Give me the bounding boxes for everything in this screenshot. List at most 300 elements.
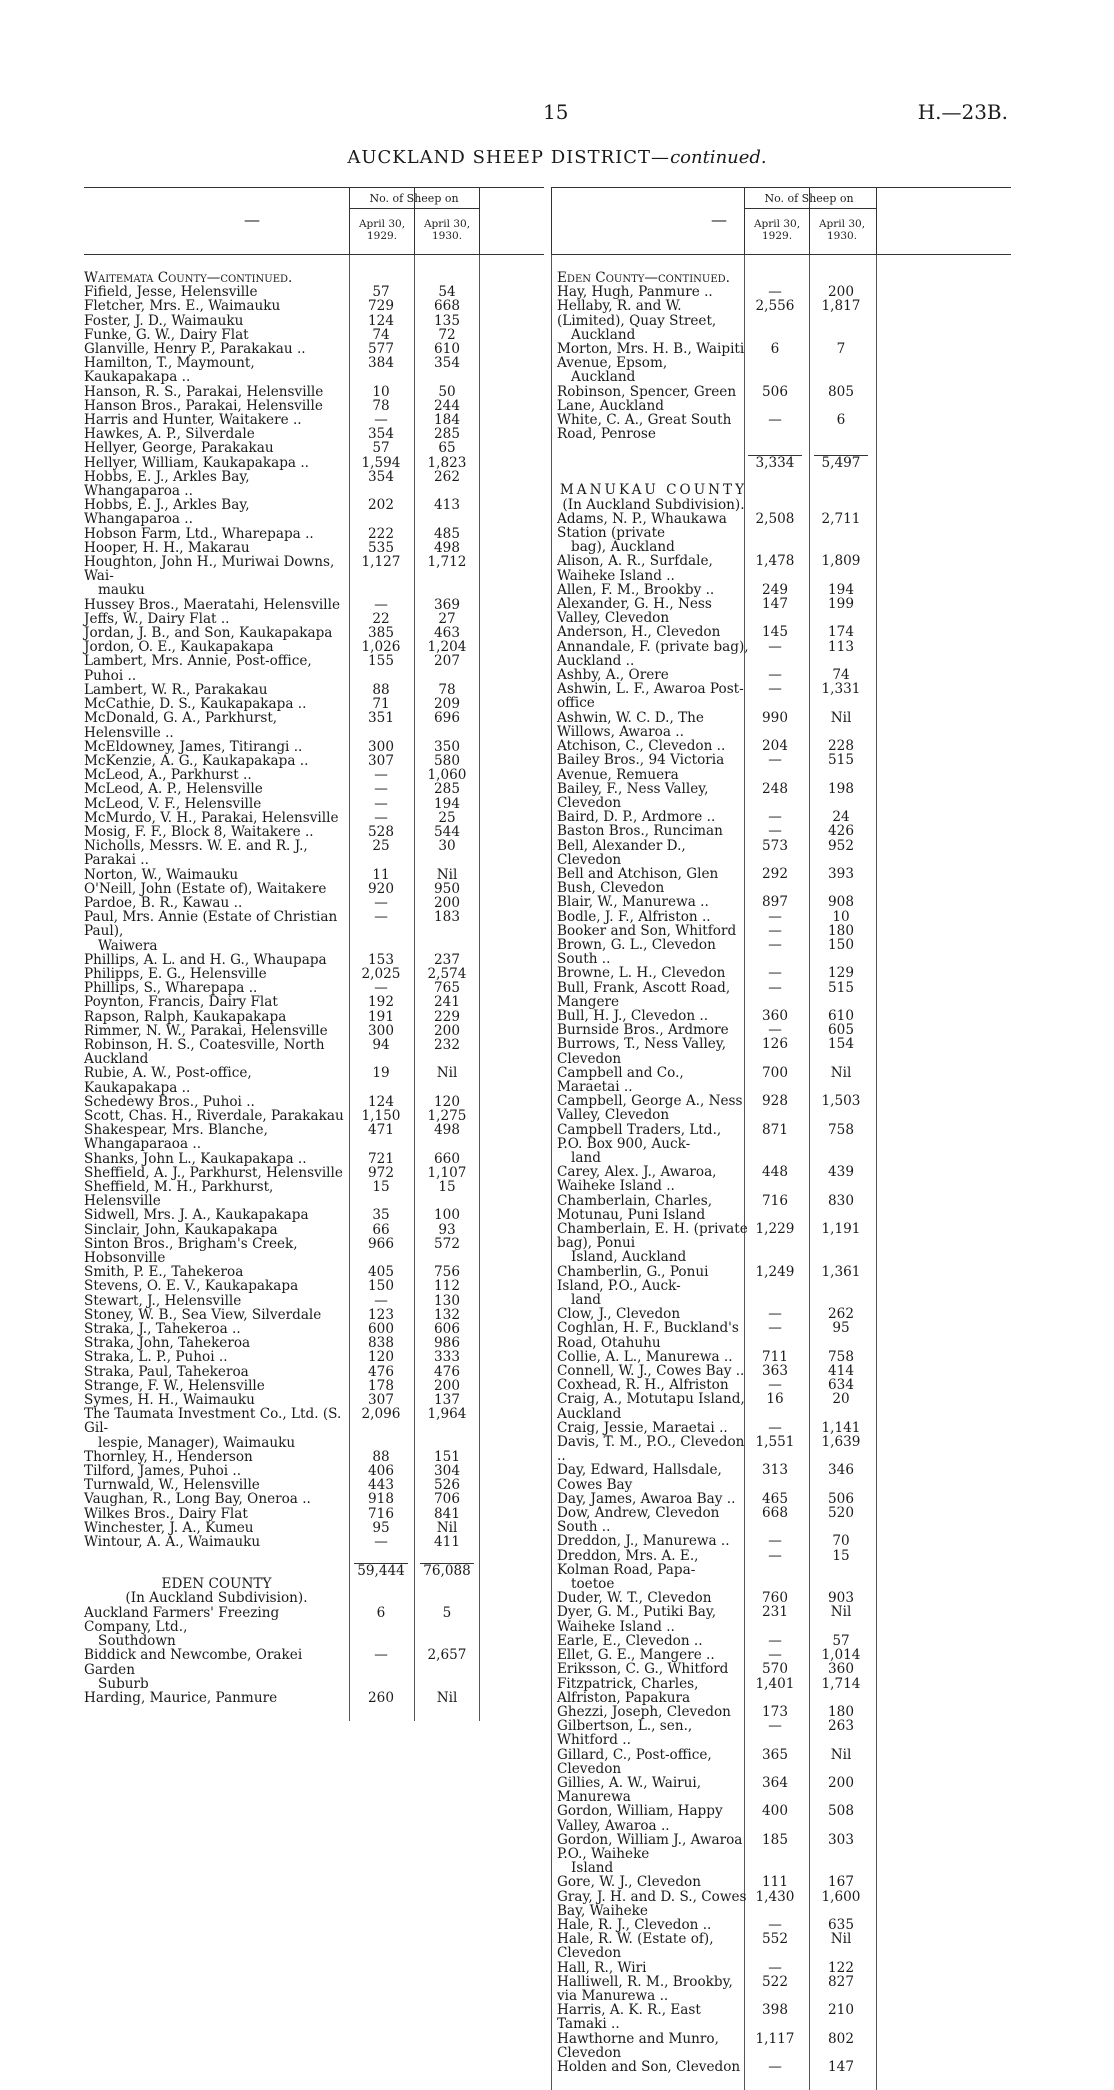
sheep-1930: 526 <box>434 1477 460 1494</box>
sheep-1930: 1,331 <box>821 681 861 698</box>
sheep-1930: 756 <box>434 1264 460 1281</box>
table-row <box>551 1677 1011 1705</box>
sheep-1929: 928 <box>762 1093 788 1110</box>
owner-name: Holden and Son, Clevedon <box>557 2058 741 2075</box>
owner-name: Collie, A. L., Manurewa .. <box>557 1348 733 1365</box>
table-row <box>84 825 544 839</box>
sheep-1930: 184 <box>434 412 460 429</box>
sheep-1929: — <box>374 795 388 812</box>
column-1929: April 30, 1929. <box>753 218 801 242</box>
sheep-1929: 1,430 <box>755 1888 795 1905</box>
owner-name: Browne, L. H., Clevedon <box>557 965 726 982</box>
sheep-1929: 990 <box>762 709 788 726</box>
sheep-1930: 827 <box>828 1973 854 1990</box>
sheep-1929: — <box>768 667 782 684</box>
sheep-1929: 918 <box>368 1491 394 1508</box>
sheep-1930: 24 <box>832 809 850 826</box>
owner-name: Gillard, C., Post-office, Clevedon <box>557 1746 712 1777</box>
table-row <box>551 1435 1011 1463</box>
sheep-1929: 838 <box>368 1335 394 1352</box>
owner-name: Baird, D. P., Ardmore .. <box>557 809 716 826</box>
table-row <box>84 1237 544 1265</box>
table-row <box>551 1037 1011 1065</box>
owner-name: Clow, J., Clevedon <box>557 1306 681 1323</box>
sheep-1929: 363 <box>762 1363 788 1380</box>
spacer <box>84 1549 544 1563</box>
sheep-1929: 94 <box>372 1036 390 1053</box>
sheep-1930: 1,141 <box>821 1419 861 1436</box>
table-row <box>551 1932 1011 1960</box>
table-row <box>84 697 544 711</box>
table-row <box>551 1421 1011 1435</box>
table-row <box>551 1748 1011 1776</box>
sheep-1930: 1,600 <box>821 1888 861 1905</box>
owner-name: McDonald, G. A., Parkhurst, Helensville .. <box>84 710 278 741</box>
table-row <box>551 285 1011 299</box>
sheep-1929: 204 <box>762 738 788 755</box>
table-row <box>84 1294 544 1308</box>
sheep-1929: — <box>768 1022 782 1039</box>
table-row <box>551 1392 1011 1420</box>
table-row <box>84 1066 544 1094</box>
sheep-1930: 908 <box>828 894 854 911</box>
owner-name: Halliwell, R. M., Brookby, via Manurewa .. <box>557 1973 733 2004</box>
sheep-1929: — <box>374 767 388 784</box>
owner-name: Lambert, W. R., Parakakau <box>84 681 268 698</box>
sheep-1930: 194 <box>828 581 854 598</box>
sheep-1929: 11 <box>372 866 390 883</box>
column-1929: April 30, 1929. <box>358 218 406 242</box>
table-row <box>551 753 1011 781</box>
table-row-continuation <box>551 1577 1011 1591</box>
owner-name: Auckland Farmers' Freezing Company, Ltd., <box>84 1604 280 1635</box>
sheep-1930: 113 <box>828 638 854 655</box>
sheep-1929: 307 <box>368 752 394 769</box>
sheep-1929: 147 <box>762 596 788 613</box>
sheep-1929: 354 <box>368 426 394 443</box>
table-row <box>551 924 1011 938</box>
table-row <box>551 2060 1011 2074</box>
sheep-1930: 15 <box>438 1179 456 1195</box>
spacer <box>551 469 1011 483</box>
sheep-1929: 88 <box>372 681 390 698</box>
sheep-1929: — <box>768 1533 782 1550</box>
owner-name: McKenzie, A. G., Kaukapakapa .. <box>84 752 309 769</box>
sheep-1929: — <box>374 1534 388 1551</box>
name-column-dash: — <box>244 210 260 229</box>
owner-name: Gray, J. H. and D. S., Cowes Bay, Waiheke <box>557 1888 747 1919</box>
table-row-continuation <box>551 1861 1011 1875</box>
sheep-1930: 1,503 <box>821 1093 861 1110</box>
owner-name: Philipps, E. G., Helensville <box>84 965 267 982</box>
sheep-1930: 7 <box>836 341 846 358</box>
owner-name: Gore, W. J., Clevedon <box>557 1874 701 1891</box>
sheep-1930: 27 <box>438 610 456 627</box>
section-heading <box>84 271 544 285</box>
table-row <box>84 896 544 910</box>
owner-name: land <box>571 1292 601 1309</box>
table-row <box>551 1662 1011 1676</box>
table-row-continuation <box>551 1151 1011 1165</box>
owner-name: Rubie, A. W., Post-office, Kaukapakapa .. <box>84 1065 252 1096</box>
table-row <box>551 1492 1011 1506</box>
sheep-1930: 183 <box>434 909 460 926</box>
owner-name: land <box>571 1149 601 1166</box>
sheep-1930: 100 <box>434 1207 460 1224</box>
owner-name: Ghezzi, Joseph, Clevedon <box>557 1703 731 1720</box>
owner-name: White, C. A., Great South Road, Penrose <box>557 412 732 443</box>
table-row <box>84 612 544 626</box>
owner-name: Campbell Traders, Ltd., P.O. Box 900, Auck- <box>557 1121 722 1152</box>
sheep-1929: 307 <box>368 1392 394 1409</box>
owner-name: Craig, Jessie, Maraetai .. <box>557 1419 728 1436</box>
table-row <box>551 342 1011 370</box>
sheep-1929: 231 <box>762 1604 788 1621</box>
owner-name: Sidwell, Mrs. J. A., Kaukapakapa <box>84 1207 309 1224</box>
sheep-1930: 241 <box>434 994 460 1011</box>
owner-name: McLeod, A., Parkhurst .. <box>84 767 252 784</box>
sheep-1929: 153 <box>368 951 394 968</box>
sheep-1930: 174 <box>828 624 854 641</box>
owner-name: Glanville, Henry P., Parakakau .. <box>84 341 306 358</box>
owner-name: Dreddon, Mrs. A. E., Kolman Road, Papa- <box>557 1547 699 1578</box>
owner-name: Schedewy Bros., Puhoi .. <box>84 1093 255 1110</box>
owner-name: Southdown <box>98 1633 176 1650</box>
table-row <box>84 598 544 612</box>
sheep-1929: 178 <box>368 1377 394 1394</box>
sheep-1930: 6 <box>836 412 846 429</box>
sheep-count-group-label: No. of Sheep on <box>764 192 854 205</box>
owner-name: Eriksson, C. G., Whitford <box>557 1661 729 1678</box>
owner-name: Hobbs, E. J., Arkles Bay, Whangaparoa .. <box>84 497 250 528</box>
table-row <box>551 1961 1011 1975</box>
owner-name: Chamberlin, G., Ponui Island, P.O., Auck- <box>557 1263 709 1294</box>
section-heading <box>551 271 1011 285</box>
sheep-1929: 185 <box>762 1831 788 1848</box>
table-row <box>551 1321 1011 1349</box>
owner-name: Ellet, G. E., Mangere .. <box>557 1647 715 1664</box>
owner-name: Robinson, Spencer, Green Lane, Auckland <box>557 383 737 414</box>
sheep-1929: 155 <box>368 653 394 670</box>
sheep-1929: 88 <box>372 1448 390 1465</box>
owner-name: Gilbertson, L., sen., Whitford .. <box>557 1718 693 1749</box>
table-row-continuation <box>84 939 544 953</box>
owner-name: Turnwald, W., Helensville <box>84 1477 260 1494</box>
table-row <box>84 882 544 896</box>
left-table-body <box>84 271 544 1705</box>
table-row-continuation <box>551 540 1011 554</box>
sheep-1930: 520 <box>828 1505 854 1522</box>
sheep-1929: 897 <box>762 894 788 911</box>
owner-name: Jeffs, W., Dairy Flat .. <box>84 610 230 627</box>
sheep-1929: 78 <box>372 397 390 414</box>
table-row <box>84 711 544 739</box>
sheep-1929: 351 <box>368 710 394 727</box>
sheep-1929: 25 <box>372 838 390 855</box>
sheep-1929: 120 <box>368 1349 394 1366</box>
owner-name: Day, James, Awaroa Bay .. <box>557 1490 736 1507</box>
sheep-1930: 263 <box>828 1718 854 1735</box>
owner-name: Hale, R. J., Clevedon .. <box>557 1916 712 1933</box>
owner-name: Atchison, C., Clevedon .. <box>557 738 726 755</box>
sheep-1930: 194 <box>434 795 460 812</box>
sheep-1929: 95 <box>372 1519 390 1536</box>
sheep-1929: — <box>374 894 388 911</box>
table-row <box>84 498 544 526</box>
table-row <box>84 839 544 867</box>
owner-name: Stewart, J., Helensville <box>84 1292 242 1309</box>
owner-name: Symes, H. H., Waimauku <box>84 1392 255 1409</box>
owner-name: Gordon, William J., Awaroa P.O., Waiheke <box>557 1831 743 1862</box>
sheep-1929: — <box>768 1419 782 1436</box>
sheep-1929: 920 <box>368 880 394 897</box>
table-row <box>551 1506 1011 1534</box>
sheep-1930: Nil <box>830 709 852 726</box>
sheep-1930: 167 <box>828 1874 854 1891</box>
sheep-1929: 528 <box>368 823 394 840</box>
sheep-1929: 111 <box>762 1874 788 1891</box>
sheep-1930: 506 <box>828 1490 854 1507</box>
owner-name: Fitzpatrick, Charles, Alfriston, Papakura <box>557 1675 699 1706</box>
sheep-1930: 209 <box>434 696 460 713</box>
column-1930: April 30, 1930. <box>423 218 471 242</box>
sheep-1930: 439 <box>828 1164 854 1181</box>
owner-name: Thornley, H., Henderson <box>84 1448 253 1465</box>
owner-name: Tilford, James, Puhoi .. <box>84 1463 242 1480</box>
table-row <box>551 711 1011 739</box>
table-row <box>84 1365 544 1379</box>
sheep-1930: 805 <box>828 383 854 400</box>
sheep-1929: 192 <box>368 994 394 1011</box>
owner-name: Ashwin, L. F., Awaroa Post-office <box>557 681 744 712</box>
sheep-1930: 635 <box>828 1916 854 1933</box>
table-row <box>84 654 544 682</box>
owner-name: Adams, N. P., Whaukawa Station (private <box>557 510 727 542</box>
sheep-1930: 122 <box>828 1959 854 1976</box>
sheep-1930: 147 <box>828 2058 854 2075</box>
table-row <box>551 668 1011 682</box>
sheep-1930: 369 <box>434 596 460 613</box>
table-row <box>551 1023 1011 1037</box>
owner-name: Fifield, Jesse, Helensville <box>84 284 258 301</box>
sheep-1929: 74 <box>372 326 390 343</box>
sheep-1930: 154 <box>828 1036 854 1053</box>
sheep-1929: 716 <box>368 1505 394 1522</box>
sheep-1930: 228 <box>828 738 854 755</box>
owner-name: Craig, A., Motutapu Island, Auckland <box>557 1391 745 1422</box>
sheep-1929: 222 <box>368 525 394 542</box>
sheep-1930: 5,497 <box>814 455 868 470</box>
sheep-1930: 346 <box>828 1462 854 1479</box>
sheep-1930: Nil <box>830 1064 852 1081</box>
sheep-1929: 966 <box>368 1235 394 1252</box>
sheep-1930: 20 <box>832 1391 850 1408</box>
sheep-1929: 729 <box>368 298 394 315</box>
table-row <box>551 1648 1011 1662</box>
sheep-1930: 200 <box>434 1377 460 1394</box>
table-row <box>84 427 544 441</box>
owner-name: Bailey, F., Ness Valley, Clevedon <box>557 780 709 811</box>
sheep-1930: 78 <box>438 681 456 698</box>
sheep-1929: 6 <box>770 341 780 358</box>
sheep-1929: 124 <box>368 1093 394 1110</box>
owner-name: Gillies, A. W., Wairui, Manurewa <box>557 1774 702 1806</box>
spacer <box>551 441 1011 455</box>
table-row <box>84 1109 544 1123</box>
owner-name: Dow, Andrew, Clevedon South .. <box>557 1505 720 1536</box>
table-row <box>551 981 1011 1009</box>
sheep-1929: 385 <box>368 625 394 642</box>
table-row <box>84 470 544 498</box>
owner-name: Paul, Mrs. Annie (Estate of Christian Paul), <box>84 909 338 940</box>
owner-name: Hanson Bros., Parakai, Helensville <box>84 397 323 414</box>
sheep-1929: 22 <box>372 610 390 627</box>
sheep-1930: 129 <box>828 965 854 982</box>
name-column-dash: — <box>711 210 727 229</box>
sheep-1930: Nil <box>436 1519 458 1536</box>
table-row <box>551 1890 1011 1918</box>
sheep-1930: 65 <box>438 440 456 457</box>
owner-name: Bodle, J. F., Alfriston .. <box>557 908 711 925</box>
sheep-1930: 244 <box>434 397 460 414</box>
table-row <box>84 1024 544 1038</box>
table-row <box>84 1393 544 1407</box>
sheep-1929: — <box>768 1377 782 1394</box>
sheep-1930: 1,060 <box>427 767 467 784</box>
table-row <box>84 797 544 811</box>
sheep-1930: 610 <box>434 341 460 358</box>
title-suffix: continued. <box>670 147 767 168</box>
table-row <box>84 1606 544 1634</box>
owner-name: Shakespear, Mrs. Blanche, Whangaparaoa .. <box>84 1122 268 1153</box>
sheep-1929: 57 <box>372 284 390 301</box>
table-row <box>551 1222 1011 1250</box>
sheep-1929: 2,025 <box>361 965 401 982</box>
table-row <box>551 1307 1011 1321</box>
table-row-continuation <box>551 1293 1011 1307</box>
sheep-1930: 1,275 <box>427 1107 467 1124</box>
county-heading <box>84 1591 544 1605</box>
county-title: MANUKAU COUNTY <box>559 482 748 499</box>
sheep-1929: 384 <box>368 355 394 372</box>
table-row <box>551 1918 1011 1932</box>
table-row <box>84 995 544 1009</box>
sheep-1929: 1,249 <box>755 1263 795 1280</box>
sheep-1930: 426 <box>828 823 854 840</box>
table-row <box>84 981 544 995</box>
table-row <box>84 342 544 356</box>
sheep-1929: — <box>374 412 388 429</box>
table-row <box>551 413 1011 441</box>
sheep-1930: 57 <box>832 1632 850 1649</box>
sheep-1929: 398 <box>762 2002 788 2019</box>
table-row <box>84 910 544 938</box>
sheep-1930: 137 <box>434 1392 460 1409</box>
owner-name: Nicholls, Messrs. W. E. and R. J., Parakai .. <box>84 838 308 869</box>
owner-name: Brown, G. L., Clevedon South .. <box>557 936 716 968</box>
sheep-1929: 10 <box>372 383 390 400</box>
owner-name: Annandale, F. (private bag), Auckland .. <box>557 638 749 669</box>
column-1930: April 30, 1930. <box>818 218 866 242</box>
sheep-1930: 262 <box>828 1306 854 1323</box>
table-row <box>551 1165 1011 1193</box>
owner-name: Anderson, H., Clevedon <box>557 624 721 641</box>
sheep-1930: 1,964 <box>427 1406 467 1423</box>
sheep-1929: — <box>768 979 782 996</box>
table-row <box>84 314 544 328</box>
sheep-1930: Nil <box>830 1604 852 1621</box>
table-row <box>551 1066 1011 1094</box>
sheep-1929: 1,117 <box>755 2030 795 2047</box>
sheep-1929: 570 <box>762 1661 788 1678</box>
county-heading <box>551 483 1011 497</box>
sheep-1930: 952 <box>828 837 854 854</box>
sheep-1930: 200 <box>434 894 460 911</box>
table-row <box>84 1535 544 1549</box>
sheep-1930: 30 <box>438 838 456 855</box>
sheep-1930: 354 <box>434 355 460 372</box>
sheep-1929: — <box>768 638 782 655</box>
sheep-1930: 151 <box>434 1448 460 1465</box>
table-row <box>551 597 1011 625</box>
owner-name: Bell, Alexander D., Clevedon <box>557 837 686 868</box>
owner-name: Funke, G. W., Dairy Flat <box>84 326 249 343</box>
sheep-1930: 262 <box>434 468 460 485</box>
sheep-1929: 260 <box>368 1689 394 1706</box>
table-row <box>551 625 1011 639</box>
sheep-1930: 95 <box>832 1320 850 1337</box>
table-row <box>84 456 544 470</box>
sheep-1930: Nil <box>830 1746 852 1763</box>
table-row <box>551 2032 1011 2060</box>
owner-name: Foster, J. D., Waimauku <box>84 312 244 329</box>
sheep-1930: 198 <box>828 780 854 797</box>
owner-name: Hellyer, George, Parakakau <box>84 440 274 457</box>
table-row <box>551 839 1011 867</box>
owner-name: Hobson Farm, Ltd., Wharepapa .. <box>84 525 314 542</box>
table-row <box>84 527 544 541</box>
sheep-1930: 1,809 <box>821 553 861 570</box>
table-row <box>84 1265 544 1279</box>
sheep-1930: 1,191 <box>821 1221 861 1237</box>
county-title: (In Auckland Subdivision). <box>125 1590 308 1607</box>
sheep-1929: 700 <box>762 1064 788 1081</box>
table-row <box>84 754 544 768</box>
table-row <box>84 640 544 654</box>
table-row <box>551 1094 1011 1122</box>
table-row <box>551 782 1011 810</box>
table-row <box>84 1038 544 1066</box>
sheep-1929: 522 <box>762 1973 788 1990</box>
sheep-1929: — <box>768 908 782 925</box>
sheep-1930: 508 <box>828 1803 854 1820</box>
owner-name: Alexander, G. H., Ness Valley, Clevedon <box>557 596 712 627</box>
owner-name: Straka, J., Tahekeroa .. <box>84 1321 241 1338</box>
sheep-1929: — <box>768 1547 782 1564</box>
sheep-1929: 145 <box>762 624 788 641</box>
owner-name: Hellyer, William, Kaukapakapa .. <box>84 454 309 471</box>
sheep-1930: 15 <box>832 1547 850 1564</box>
table-row <box>84 1308 544 1322</box>
sheep-1930: 1,823 <box>427 454 467 471</box>
owner-name: Hawkes, A. P., Silverdale <box>84 426 255 443</box>
sheep-1930: 1,817 <box>821 298 861 315</box>
table-row <box>551 1875 1011 1889</box>
table-row <box>551 1534 1011 1548</box>
table-row <box>551 1605 1011 1633</box>
sheep-1930: 200 <box>434 1022 460 1039</box>
owner-name: Sheffield, A. J., Parkhurst, Helensville <box>84 1164 343 1181</box>
